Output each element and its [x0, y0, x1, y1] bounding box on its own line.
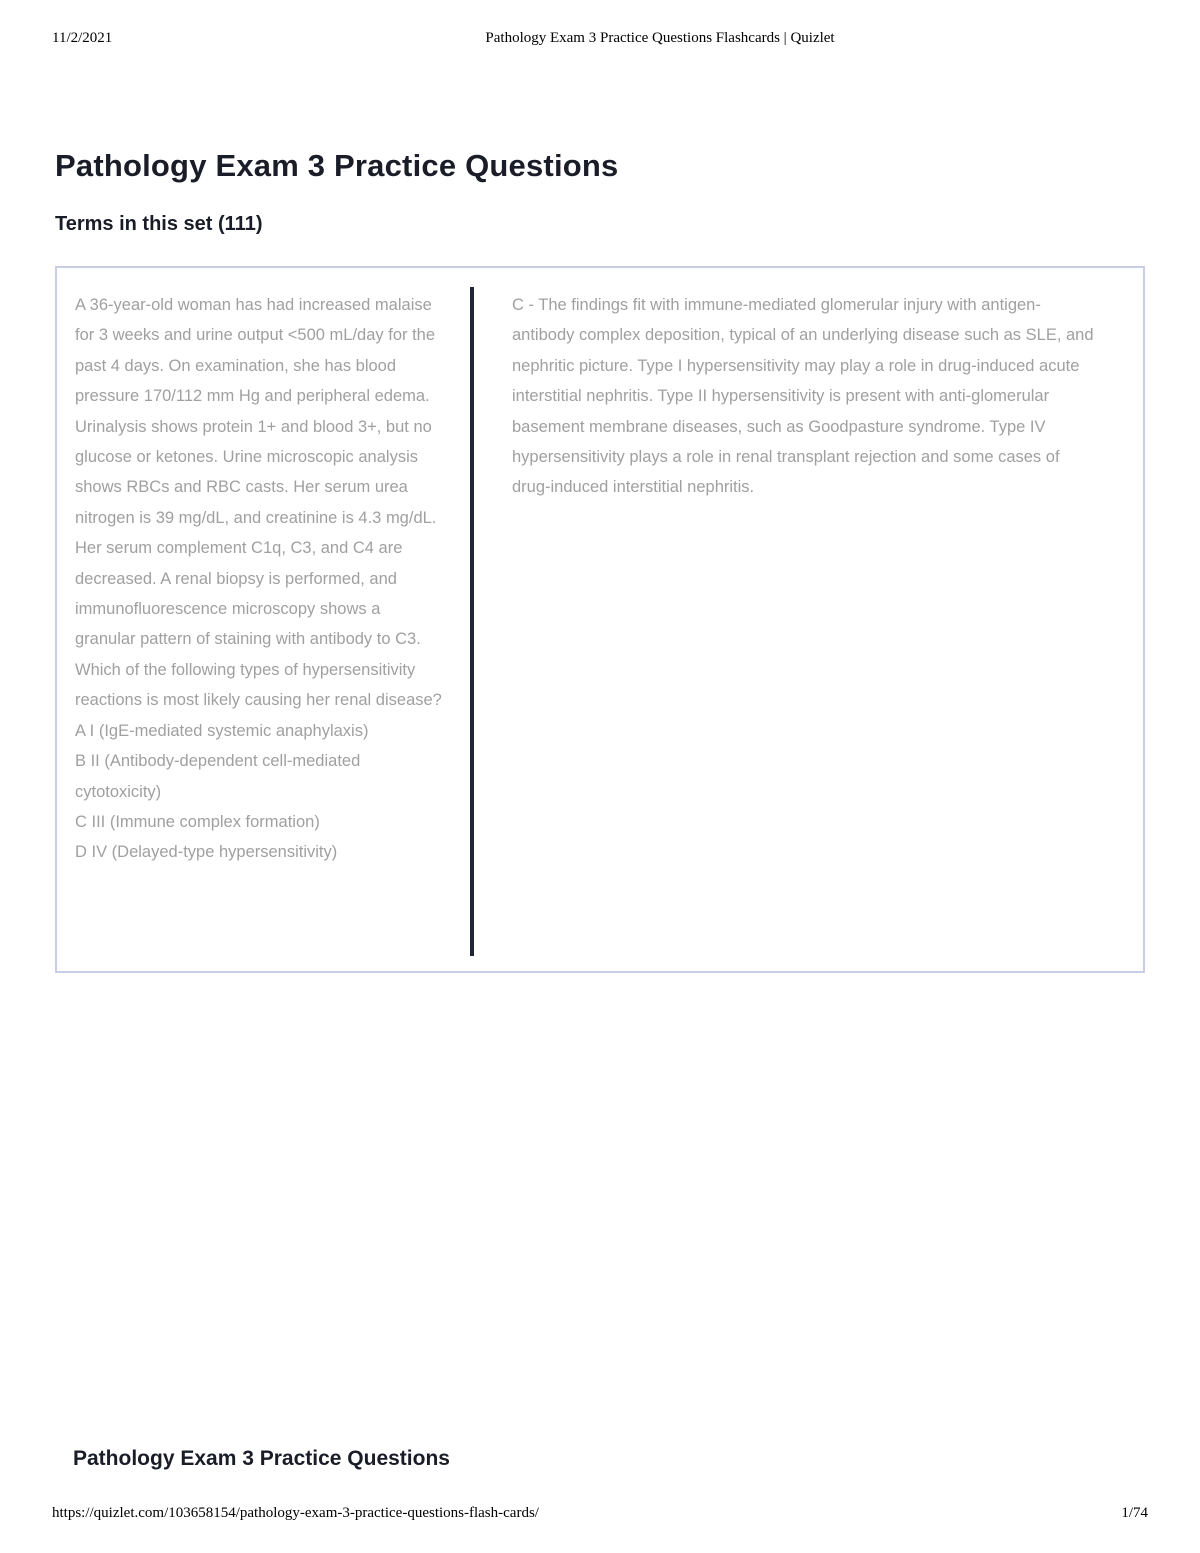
print-header-date: 11/2/2021: [52, 30, 113, 46]
print-footer-url: https://quizlet.com/103658154/pathology-exam-3-practice-questions-flash-cards/: [52, 1505, 539, 1521]
print-footer-page-number: 1/74: [1121, 1505, 1148, 1521]
print-header-title: Pathology Exam 3 Practice Questions Flashcards | Quizlet: [485, 30, 835, 46]
footer-set-title: Pathology Exam 3 Practice Questions: [73, 1447, 450, 1470]
set-title: Pathology Exam 3 Practice Questions: [55, 148, 619, 183]
card-term: A 36-year-old woman has had increased malaise for 3 weeks and urine output <500 mL/day for the past 4 days. On examination, she has blood pressure 170/112 mm Hg and peripheral edema. Urinalysis shows protein 1+ and blood 3+, but no glucose or ketones. Urine microscopic analysis shows RBCs and RBC casts. Her serum urea nitrogen is 39 mg/dL, and creatinine is 4.3 mg/dL. Her serum complement C1q, C3, and C4 are decreased. A renal biopsy is performed, and immunofluorescence microscopy shows a granular pattern of staining with antibody to C3. Which of the following types of hypersensitivity reactions is most likely causing her renal disease? A I (IgE-mediated systemic anaphylaxis) B II (Antibody-dependent cell-mediated cytotoxicity) C III (Immune complex formation) D IV (Delayed-type hypersensitivity): [75, 296, 442, 862]
card-definition: C - The findings fit with immune-mediated glomerular injury with antigen-antibody complex deposition, typical of an underlying disease such as SLE, and nephritic picture. Type I hypersensitivity may play a role in drug-induced acute interstitial nephritis. Type II hypersensitivity is present with anti-glomerular basement membrane diseases, such as Goodpasture syndrome. Type IV hypersensitivity plays a role in renal transplant rejection and some cases of drug-induced interstitial nephritis.: [512, 296, 1094, 497]
card-divider: [470, 287, 474, 956]
flashcard[interactable]: [55, 266, 1145, 973]
terms-heading: Terms in this set (111): [55, 213, 263, 235]
